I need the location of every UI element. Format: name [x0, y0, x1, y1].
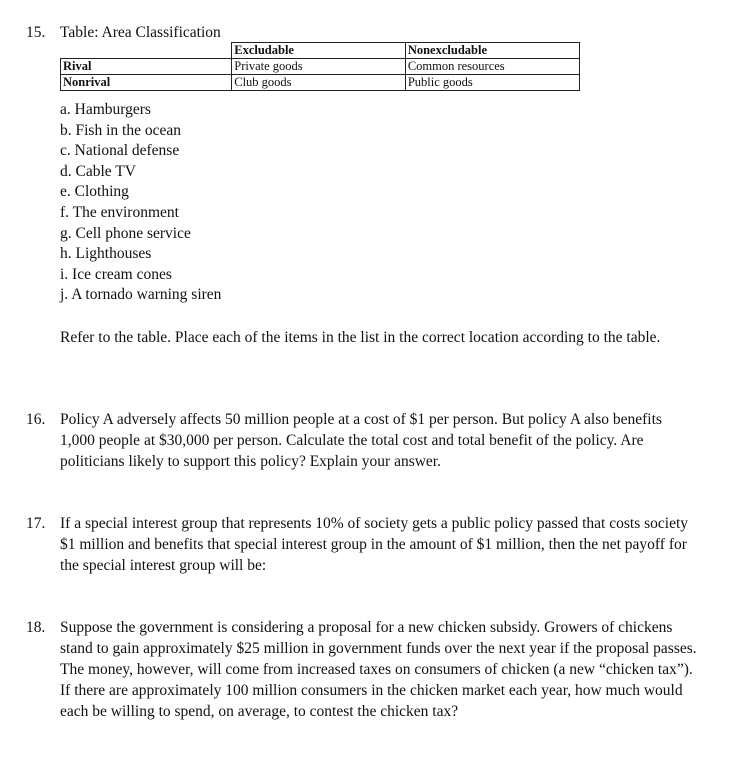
table-corner-cell: [61, 43, 232, 59]
question-18-number: 18.: [26, 619, 46, 636]
question-16-text: Policy A adversely affects 50 million people at a cost of $1 per person. But policy A also benefits 1,000 people at $30,000 per person. Calculate the total cost and total benefit of the policy. Are politicians likely to support this policy? Explain your answer.: [60, 411, 662, 470]
list-item: d. Cable TV: [60, 162, 136, 180]
list-item: j. A tornado warning siren: [60, 286, 222, 304]
question-15-instruction: Refer to the table. Place each of the items in the list in the correct location according to the table.: [60, 329, 661, 346]
list-item: g. Cell phone service: [60, 224, 191, 242]
list-item: b. Fish in the ocean: [60, 121, 181, 139]
table-cell: Private goods: [232, 59, 406, 75]
question-18: [26, 617, 716, 747]
question-15-number: 15.: [26, 24, 46, 41]
table-header-row: [61, 43, 580, 59]
area-classification-table: [60, 42, 580, 91]
question-16: [26, 409, 716, 475]
table-row-label-nonrival: Nonrival: [61, 75, 232, 91]
table-row: [61, 59, 580, 75]
table-header-excludable: Excludable: [232, 43, 406, 59]
question-17-text: If a special interest group that represents 10% of society gets a public policy passed that costs society $1 million and benefits that special interest group in the amount of $1 million, then the net payoff for the special interest group will be:: [60, 515, 688, 574]
question-17: [26, 513, 716, 579]
table-row-label-rival: Rival: [61, 59, 232, 75]
list-item: e. Clothing: [60, 183, 129, 201]
table-cell: Common resources: [405, 59, 579, 75]
list-item: c. National defense: [60, 142, 180, 160]
table-cell: Public goods: [405, 75, 579, 91]
table-cell: Club goods: [232, 75, 406, 91]
question-17-number: 17.: [26, 515, 46, 532]
question-15-heading: [26, 22, 716, 44]
list-item: a. Hamburgers: [60, 101, 151, 118]
item-list: [60, 100, 221, 306]
list-item: i. Ice cream cones: [60, 265, 172, 283]
question-15-title: Table: Area Classification: [60, 24, 221, 41]
table-row: [61, 75, 580, 91]
question-16-number: 16.: [26, 411, 46, 428]
table-header-nonexcludable: Nonexcludable: [405, 43, 579, 59]
list-item: f. The environment: [60, 203, 179, 221]
question-18-text: Suppose the government is considering a proposal for a new chicken subsidy. Growers of chickens stand to gain approximately $25 million in government funds over the next year if the proposal passes. The money, however, will come from increased taxes on consumers of chicken (a new “chicken tax”). If there are approximately 100 million consumers in the chicken market each year, how much would each be willing to spend, on average, to contest the chicken tax?: [60, 619, 697, 720]
list-item: h. Lighthouses: [60, 245, 152, 263]
